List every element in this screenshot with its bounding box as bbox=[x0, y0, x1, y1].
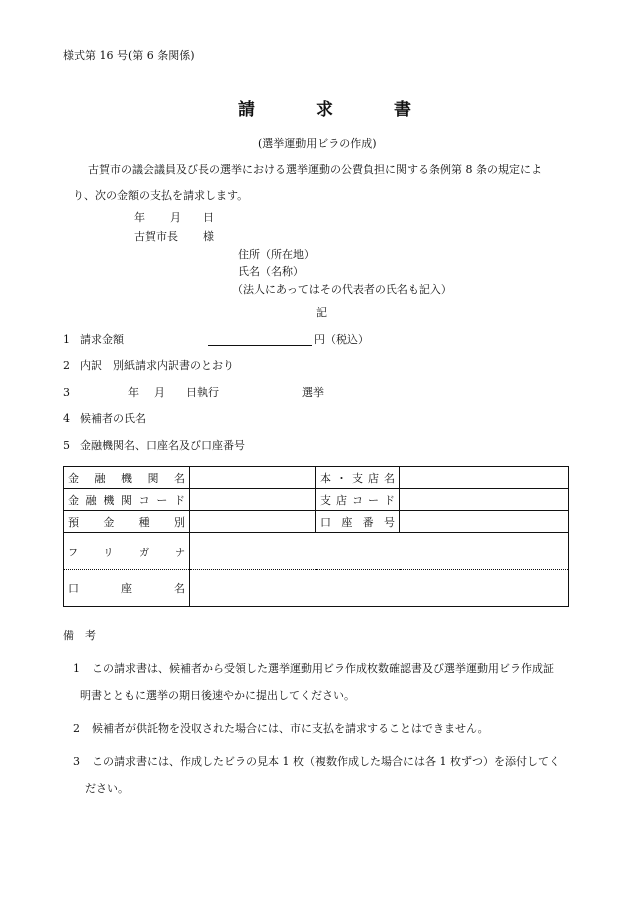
item4-number: 4 bbox=[63, 412, 70, 425]
item3-number: 3 bbox=[63, 386, 70, 399]
remark3-line-1: この請求書には、作成したビラの見本 1 枚（複数作成した場合には各 1 枚ずつ）を添付してく bbox=[92, 755, 560, 768]
table-row bbox=[64, 533, 569, 570]
item3-year: 年 bbox=[128, 386, 139, 399]
address-label: 住所（所在地） bbox=[238, 248, 315, 261]
table-row bbox=[64, 467, 569, 489]
remark1-number: 1 bbox=[73, 662, 80, 675]
item1-unit: 円（税込） bbox=[314, 333, 369, 346]
item1-number: 1 bbox=[63, 333, 70, 346]
remark1-line-1: この請求書は、候補者から受領した選挙運動用ビラ作成枚数確認書及び選挙運動用ビラ作成証 bbox=[92, 662, 554, 675]
table-row bbox=[64, 511, 569, 533]
account-name-field[interactable] bbox=[190, 570, 569, 607]
amount-blank-line bbox=[208, 345, 312, 346]
account-number-label: 口座番号 bbox=[316, 511, 400, 533]
title-char-2: 求 bbox=[316, 100, 333, 120]
item3-day: 日執行 bbox=[186, 386, 219, 399]
item4-label: 候補者の氏名 bbox=[80, 412, 146, 425]
name-label: 氏名（名称） bbox=[238, 265, 304, 278]
remarks-title: 備 考 bbox=[63, 629, 96, 642]
item3-month: 月 bbox=[154, 386, 165, 399]
branch-name-field[interactable] bbox=[400, 467, 569, 489]
furigana-field[interactable] bbox=[190, 533, 569, 570]
branch-name-label: 本・支店名 bbox=[316, 467, 400, 489]
branch-code-field[interactable] bbox=[400, 489, 569, 511]
remark3-line-2: ださい。 bbox=[85, 782, 129, 795]
item5-label: 金融機関名、口座名及び口座番号 bbox=[80, 439, 245, 452]
remark3-number: 3 bbox=[73, 755, 80, 768]
item2-number: 2 bbox=[63, 359, 70, 372]
body-line-1: 古賀市の議会議員及び長の選挙における選挙運動の公費負担に関する条例第 8 条の規定によ bbox=[88, 164, 542, 175]
item1-label: 請求金額 bbox=[80, 333, 124, 346]
remark2-number: 2 bbox=[73, 722, 80, 735]
subtitle: (選挙運動用ビラの作成) bbox=[258, 137, 377, 150]
bank-name-field[interactable] bbox=[190, 467, 316, 489]
title-char-3: 書 bbox=[394, 100, 411, 120]
account-number-field[interactable] bbox=[400, 511, 569, 533]
item2-label: 内訳 別紙請求内訳書のとおり bbox=[80, 359, 234, 372]
bank-account-table bbox=[63, 466, 569, 607]
date-month: 月 bbox=[170, 211, 181, 224]
date-year: 年 bbox=[134, 211, 145, 224]
bank-code-field[interactable] bbox=[190, 489, 316, 511]
bank-code-label: 金融機関コード bbox=[64, 489, 190, 511]
bank-name-label: 金融機関名 bbox=[64, 467, 190, 489]
addressee: 古賀市長 bbox=[134, 230, 178, 243]
deposit-type-label: 預金種別 bbox=[64, 511, 190, 533]
table-row bbox=[64, 570, 569, 607]
branch-code-label: 支店コード bbox=[316, 489, 400, 511]
date-day: 日 bbox=[203, 211, 214, 224]
item3-election: 選挙 bbox=[302, 386, 324, 399]
remark1-line-2: 明書とともに選挙の期日後速やかに提出してください。 bbox=[80, 689, 355, 702]
deposit-type-field[interactable] bbox=[190, 511, 316, 533]
form-number: 様式第 16 号(第 6 条関係) bbox=[63, 49, 195, 62]
account-name-label: 口座名 bbox=[64, 570, 190, 607]
item5-number: 5 bbox=[63, 439, 70, 452]
body-line-2: り、次の金額の支払を請求します。 bbox=[73, 189, 249, 202]
name-note: （法人にあってはその代表者の氏名も記入） bbox=[232, 283, 452, 296]
title-char-1: 請 bbox=[238, 100, 255, 120]
ki-mark: 記 bbox=[316, 306, 327, 319]
honorific: 様 bbox=[203, 230, 214, 243]
remark2-line-1: 候補者が供託物を没収された場合には、市に支払を請求することはできません。 bbox=[92, 722, 489, 735]
table-row bbox=[64, 489, 569, 511]
furigana-label: フリガナ bbox=[64, 533, 190, 570]
